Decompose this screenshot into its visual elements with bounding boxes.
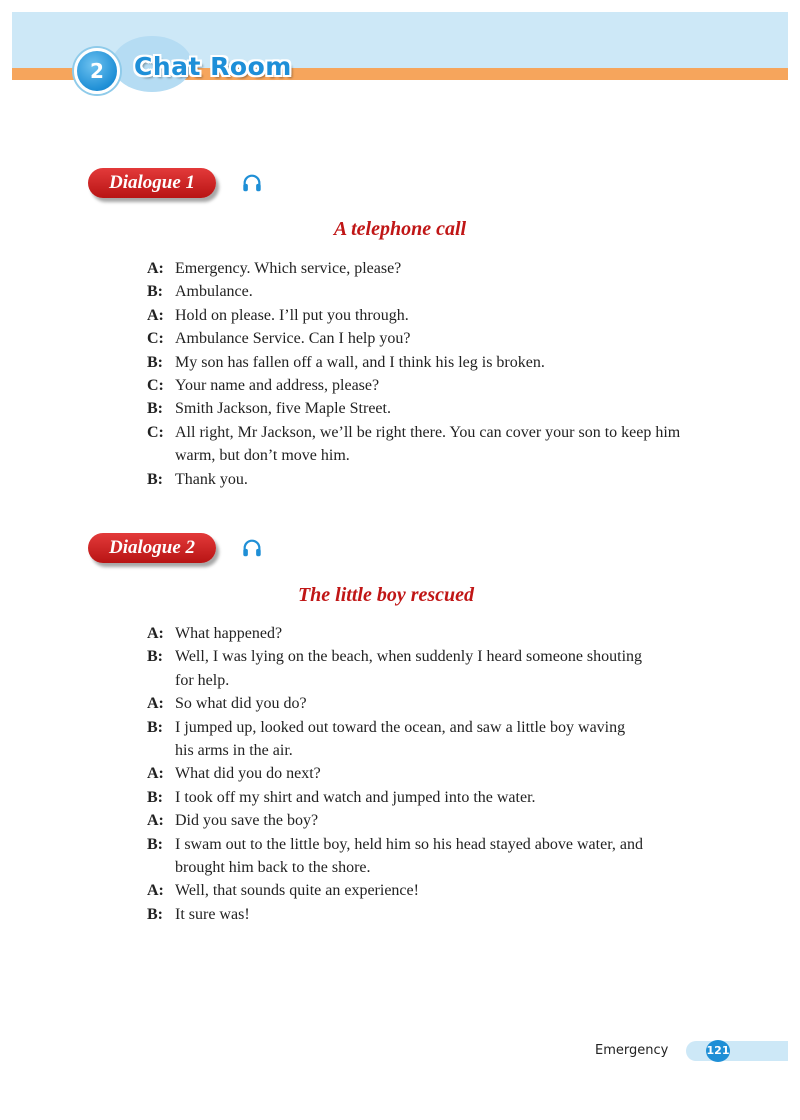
speaker: B: xyxy=(147,835,163,853)
line-text: Emergency. Which service, please? xyxy=(175,260,402,277)
unit-label: Emergency xyxy=(595,1043,669,1058)
dialogue-line xyxy=(147,397,687,420)
dialogue-line xyxy=(147,645,647,692)
dialogue-line xyxy=(147,762,647,785)
dialogue-line xyxy=(147,421,687,468)
line-text: Ambulance. xyxy=(175,283,253,301)
line-text: I took off my shirt and watch and jumped into the water. xyxy=(175,788,536,806)
line-text: Smith Jackson, five Maple Street. xyxy=(175,400,391,418)
speaker: C: xyxy=(147,377,164,395)
headphones-icon[interactable] xyxy=(241,172,263,194)
speaker: A: xyxy=(147,306,164,324)
dialogue-line xyxy=(147,903,647,926)
line-text: What did you do next? xyxy=(175,765,321,783)
dialogue-line xyxy=(147,622,647,645)
speaker: B: xyxy=(147,905,163,923)
dialogue-2-lines xyxy=(147,622,647,926)
dialogue-line xyxy=(147,351,687,374)
dialogue-line xyxy=(147,809,647,832)
page-number: 121 xyxy=(706,1040,730,1062)
speaker: A: xyxy=(147,260,164,277)
dialogue-2-title: The little boy rescued xyxy=(297,584,475,606)
speaker: B: xyxy=(147,788,163,806)
dialogue-1-lines xyxy=(147,257,687,491)
dialogue-line xyxy=(147,716,647,763)
section-title: Chat Room xyxy=(134,52,292,81)
line-text: Well, that sounds quite an experience! xyxy=(175,882,419,900)
dialogue-line xyxy=(147,280,687,303)
line-text: My son has fallen off a wall, and I think his leg is broken. xyxy=(175,353,545,371)
speaker: B: xyxy=(147,400,163,418)
dialogue-line xyxy=(147,257,687,280)
section-number-badge: 2 xyxy=(74,48,120,94)
line-text: Thank you. xyxy=(175,470,248,488)
line-text: Your name and address, please? xyxy=(175,377,380,395)
speaker: B: xyxy=(147,470,163,488)
line-text: Ambulance Service. Can I help you? xyxy=(175,330,411,348)
line-text: I swam out to the little boy, held him so his head stayed above water, and brought him back to the shore. xyxy=(175,835,643,877)
dialogue-line xyxy=(147,374,687,397)
speaker: A: xyxy=(147,882,164,900)
line-text: What happened? xyxy=(175,625,283,642)
line-text: I jumped up, looked out toward the ocean, and saw a little boy waving his arms in the air. xyxy=(175,718,626,760)
footer-tab xyxy=(686,1041,788,1061)
dialogue-1-label: Dialogue 1 xyxy=(88,168,216,198)
headphones-icon[interactable] xyxy=(241,537,263,559)
dialogue-line xyxy=(147,833,647,880)
dialogue-line xyxy=(147,879,647,902)
line-text: It sure was! xyxy=(175,905,250,923)
line-text: So what did you do? xyxy=(175,695,307,713)
dialogue-line xyxy=(147,468,687,491)
dialogue-line xyxy=(147,327,687,350)
line-text: Hold on please. I’ll put you through. xyxy=(175,306,409,324)
speaker: B: xyxy=(147,718,163,736)
dialogue-2-label: Dialogue 2 xyxy=(88,533,216,563)
dialogue-line xyxy=(147,692,647,715)
speaker: B: xyxy=(147,283,163,301)
speaker: C: xyxy=(147,423,164,441)
speaker: A: xyxy=(147,625,164,642)
speaker: A: xyxy=(147,695,164,713)
line-text: Well, I was lying on the beach, when suddenly I heard someone shouting for help. xyxy=(175,648,643,689)
speaker: B: xyxy=(147,353,163,371)
speaker: A: xyxy=(147,812,164,830)
dialogue-1-title: A telephone call xyxy=(333,218,467,240)
line-text: All right, Mr Jackson, we’ll be right there. You can cover your son to keep him warm, but don’t move him. xyxy=(175,423,681,465)
line-text: Did you save the boy? xyxy=(175,812,319,830)
dialogue-line xyxy=(147,304,687,327)
speaker: A: xyxy=(147,765,164,783)
speaker: B: xyxy=(147,648,163,666)
speaker: C: xyxy=(147,330,164,348)
dialogue-line xyxy=(147,786,647,809)
